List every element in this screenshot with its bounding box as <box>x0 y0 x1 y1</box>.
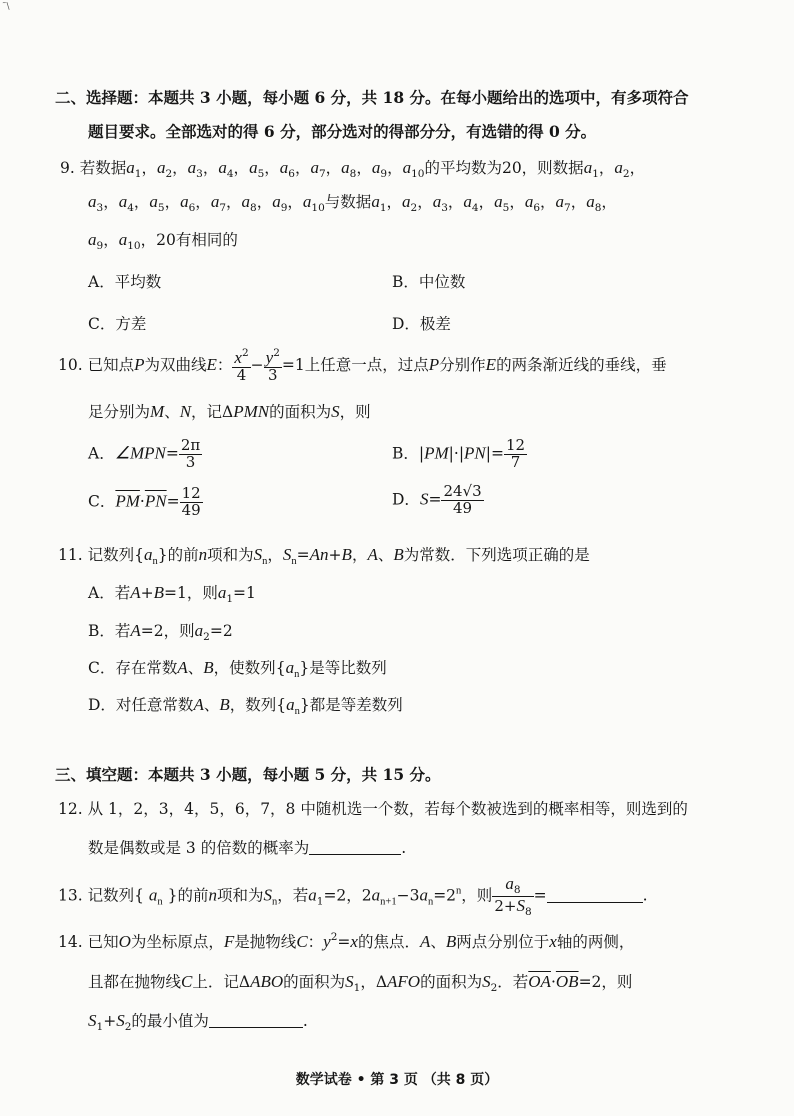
q11-option-d-text2: ，数列 <box>229 696 277 714</box>
q9-line1: 9. 若数据$a_1$，$a_2$，$a_3$，$a_4$，$a_5$，$a_6$，$a_7$，$a_8$，$a_9$，$a_{10}$的平均数为20，则数据$a_1$，$a_2$， <box>60 158 646 180</box>
corner-mark: ˜\ <box>2 2 10 12</box>
q10-line2c: 的面积为 <box>269 403 332 421</box>
q10-option-a-label: A． <box>88 444 115 463</box>
q14-line1f: 轴的两侧， <box>556 933 635 951</box>
q12-line1-text: 从 1，2，3，4，5，6，7，8 中随机选一个数，若每个数被选到的概率相等，则选到的 <box>87 800 688 818</box>
q10-stem4: 分别作 <box>439 355 486 374</box>
q11-option-d-text3: 都是等差数列 <box>309 696 403 714</box>
q11-option-d: D．对任意常数A、B，数列$\{a_n\}$都是等差数列 <box>88 695 403 717</box>
q9-option-a: A．平均数 <box>88 273 162 291</box>
q14-line1a: 已知 <box>87 933 119 951</box>
q13-answer-blank[interactable] <box>547 902 643 903</box>
q10-option-a: A．∠MPN= $\frac{2\pi}{3}$ <box>88 436 201 471</box>
q9-line1-tail: 的平均数为20，则数据 <box>424 159 584 177</box>
q10-stem2: 为双曲线 <box>144 355 207 374</box>
q11-stem4: 为常数．下列选项正确的是 <box>403 546 590 564</box>
q11-option-b-text: B．若 <box>88 622 131 640</box>
q14-line2a: 且都在抛物线 <box>88 973 182 991</box>
q13-number: 13. <box>58 886 83 905</box>
q11-option-b-text2: ，则 <box>163 622 195 640</box>
q13-line: 13. 记数列{ $a_n$ }的前n项和为$S_n$，若$a_1=2$，$2a_{n+1}-3a_n=2^n$，则 $\frac{a_8}{2+S_8}$ = . <box>58 874 648 919</box>
q14-line1d: 的焦点． <box>357 933 420 951</box>
q11-option-c: C．存在常数A、B，使数列$\{a_n\}$是等比数列 <box>88 658 387 680</box>
q11-option-c-text: C．存在常数 <box>88 659 178 677</box>
q14-line2g: ，则 <box>601 973 633 991</box>
q11-stem1: 记数列 <box>87 546 135 564</box>
q13-stem2: 的前 <box>177 886 209 905</box>
q11-option-d-text: D．对任意常数 <box>88 696 194 714</box>
q9-option-d: D．极差 <box>392 315 451 333</box>
q10-option-c: C．$\overline{PM}\cdot\overline{PN}=$ $\frac{12}{49}$ <box>88 484 201 519</box>
q13-stem4: ，若 <box>277 886 309 905</box>
q12-line2: 数是偶数或是 3 的倍数的概率为 . <box>88 839 407 857</box>
q10-line2d: ，则 <box>339 403 371 421</box>
q11-option-a: A．若A+B=1，则$a_1=1$ <box>88 583 256 605</box>
q11-option-b: B．若A=2，则$a_2=2$ <box>88 621 233 643</box>
q10-option-c-label: C． <box>88 492 116 511</box>
q14-line3: $S_1+S_2$的最小值为 . <box>88 1011 308 1033</box>
q13-stem3: 项和为 <box>216 886 264 905</box>
q9-option-b: B．中位数 <box>392 273 466 291</box>
q12-answer-blank[interactable] <box>309 854 401 855</box>
q10-line1: 10. 已知点P为双曲线E： $\frac{x^2}{4}$ − $\frac{y^2}{3}$ =1上任意一点，过点P分别作E的两条渐近线的垂线，垂 <box>58 347 667 384</box>
section2-heading: 二、选择题：本题共 3 小题，每小题 6 分，共 18 分。在每小题给出的选项中，有多项符合 <box>55 88 689 107</box>
q11-option-c-text3: 是等比数列 <box>309 659 387 677</box>
q10-option-b-label: B． <box>392 444 419 463</box>
q10-line2: 足分别为M、N，记ΔPMN的面积为S，则 <box>88 402 371 421</box>
q10-stem3: 上任意一点，过点 <box>304 355 429 374</box>
q14-line1c: 是抛物线 <box>234 933 297 951</box>
q9-line2: $a_3$，$a_4$，$a_5$，$a_6$，$a_7$，$a_8$，$a_9$，$a_{10}$与数据$a_1$，$a_2$，$a_3$，$a_4$，$a_5$，$a_6$，$a_7$，$a_8$， <box>88 192 617 214</box>
section2-heading-cont: 题目要求。全部选对的得 6 分，部分选对的得部分分，有选错的得 0 分。 <box>88 122 597 141</box>
q14-line1: 14. 已知O为坐标原点，F是抛物线C：$y^2=x$的焦点．A、B两点分别位于x轴的两侧， <box>58 931 635 951</box>
q9-line3: $a_9$，$a_{10}$，20有相同的 <box>88 230 238 252</box>
q14-answer-blank[interactable] <box>209 1027 303 1028</box>
q10-number: 10. <box>58 355 83 374</box>
page-footer: 数学试卷 • 第 3 页 （共 8 页） <box>295 1072 499 1088</box>
q11-line1: 11. 记数列$\{a_n\}$的前n项和为$S_n$，$S_n=An+B$，A、B为常数．下列选项正确的是 <box>58 545 590 567</box>
q13-stem1: 记数列 <box>87 886 135 905</box>
q14-number: 14. <box>58 933 83 951</box>
q11-option-a-text: A．若 <box>88 584 131 602</box>
q10-stem1: 已知点 <box>87 355 135 374</box>
q10-stem5: 的两条渐近线的垂线，垂 <box>496 355 667 374</box>
q14-line1e: 两点分别位于 <box>456 933 550 951</box>
q14-line2f: ．若 <box>497 973 529 991</box>
q10-line2b: ，记Δ <box>191 403 234 421</box>
q10-line2a: 足分别为 <box>88 403 151 421</box>
q9-number: 9. <box>60 159 75 177</box>
q12-number: 12. <box>58 800 83 818</box>
q12-line1 <box>58 797 688 819</box>
q9-with: 与数据 <box>324 193 372 211</box>
q14-line2: 且都在抛物线C上．记ΔABO的面积为$S_1$，ΔAFO的面积为$S_2$．若$\overline{OA}\cdot\overline{OB}=2$，则 <box>88 972 633 994</box>
section3-heading: 三、填空题：本题共 3 小题，每小题 5 分，共 15 分。 <box>55 765 441 784</box>
q14-line2e: 的面积为 <box>420 973 483 991</box>
q14-line3-text: 的最小值为 <box>131 1012 209 1030</box>
q11-option-a-text2: ，则 <box>186 584 218 602</box>
q13-stem5: ，则 <box>461 886 493 905</box>
q14-line2b: 上．记Δ <box>192 973 251 991</box>
q12-line2-text: 数是偶数或是 3 的倍数的概率为 <box>88 839 310 857</box>
q10-option-d: D．S= $\frac{24√3}{49}$ <box>392 482 482 517</box>
q11-stem3: 项和为 <box>207 546 254 564</box>
q10-option-d-label: D． <box>392 490 420 509</box>
q9-pre: 若数据 <box>79 159 127 177</box>
q11-number: 11. <box>58 546 83 564</box>
q10-option-b: B．|PM|·|PN|= $\frac{12}{7}$ <box>392 436 526 471</box>
q14-line2d: ，Δ <box>360 973 388 991</box>
q14-line2c: 的面积为 <box>283 973 346 991</box>
q11-stem2: 的前 <box>167 546 199 564</box>
q14-line1b: 为坐标原点， <box>130 933 224 951</box>
q11-option-c-text2: ，使数列 <box>213 659 276 677</box>
q9-last: 20有相同的 <box>156 231 238 249</box>
q9-option-c: C．方差 <box>88 315 147 333</box>
